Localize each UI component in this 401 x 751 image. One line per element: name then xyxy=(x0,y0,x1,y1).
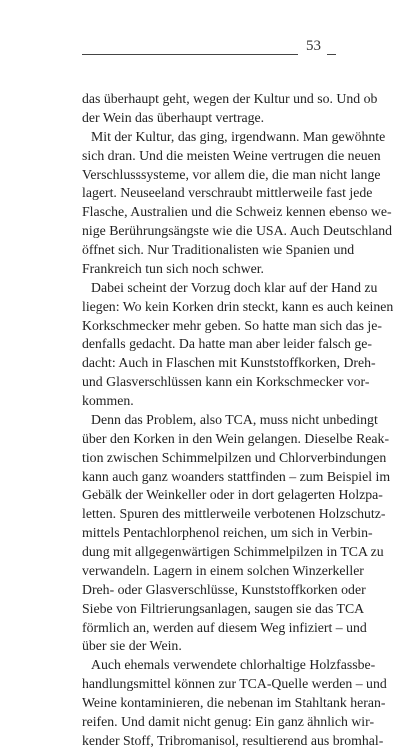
text-line: mittels Pentachlorphenol reichen, um sich in Verbin- xyxy=(82,525,373,541)
text-line: kender Stoff, Tribromanisol, resultierend aus bromhal- xyxy=(82,732,384,748)
text-line: Siebe von Filtrierungsanlagen, saugen sie das TCA xyxy=(82,600,365,616)
text-line: verwandeln. Lagern in einem solchen Winzerkeller xyxy=(82,562,364,578)
text-line: Verschlusssysteme, vor allem die, die man nicht lange xyxy=(82,166,381,182)
header-rule-right xyxy=(327,54,336,55)
text-line: der Wein das überhaupt vertrage. xyxy=(82,109,265,125)
text-line: Mit der Kultur, das ging, irgendwann. Man gewöhnte xyxy=(91,128,386,144)
text-line: lagert. Neuseeland verschraubt mittlerweile fast jede xyxy=(82,185,373,201)
text-line: kommen. xyxy=(82,393,134,408)
text-line: über sie der Wein. xyxy=(82,638,182,654)
text-line: förmlich an, werden auf diesem Weg infiziert – und xyxy=(82,619,367,635)
text-line: denfalls gedacht. Da hatte man aber leider falsch ge- xyxy=(82,336,372,352)
text-line: das überhaupt geht, wegen der Kultur und so. Und ob xyxy=(82,91,378,106)
text-line: Weine kontaminieren, die nebenan im Stahltank heran- xyxy=(82,695,386,710)
text-line: Korkschmecker mehr geben. So hatte man sich das je- xyxy=(82,317,382,333)
text-line: öffnet sich. Nur Traditionalisten wie Spanien und xyxy=(82,242,355,257)
text-line: Dabei scheint der Vorzug doch klar auf der Hand zu xyxy=(91,279,378,295)
text-line: Flasche, Australien und die Schweiz kennen ebenso we- xyxy=(82,204,392,220)
header-rule-left xyxy=(82,54,298,55)
text-line: handlungsmittel können zur TCA-Quelle werden – und xyxy=(82,676,387,692)
page-number: 53 xyxy=(306,38,321,54)
body-text xyxy=(82,90,394,751)
text-line: Denn das Problem, also TCA, muss nicht unbedingt xyxy=(91,411,378,427)
text-line: über den Korken in den Wein gelangen. Dieselbe Reak- xyxy=(82,430,390,446)
text-line: und Glasverschlüssen kann ein Korkschmecker vor- xyxy=(82,374,370,390)
text-line: reifen. Und damit nicht genug: Ein ganz ähnlich wir- xyxy=(82,713,375,729)
text-line: kann auch ganz woanders stattfinden – zum Beispiel im xyxy=(82,468,391,484)
text-line: liegen: Wo kein Korken drin steckt, kann es auch keinen xyxy=(82,298,394,314)
text-line: nige Berührungsängste wie die USA. Auch Deutschland xyxy=(82,223,392,239)
text-line: Gebälk der Weinkeller oder in dort gelagerten Holzpa- xyxy=(82,487,383,503)
text-line: letten. Spuren des mittlerweile verbotenen Holzschutz- xyxy=(82,506,386,522)
text-line: Frankreich tun sich noch schwer. xyxy=(82,260,264,276)
text-line: dung mit allgegenwärtigen Schimmelpilzen in TCA zu xyxy=(82,544,384,559)
text-line: Dreh- oder Glasverschlüsse, Kunststoffkorken oder xyxy=(82,581,366,597)
text-line: sich dran. Und die meisten Weine vertrugen die neuen xyxy=(82,147,381,163)
text-line: Auch ehemals verwendete chlorhaltige Holzfassbe- xyxy=(91,657,376,673)
text-line: dacht: Auch in Flaschen mit Kunststoffkorken, Dreh- xyxy=(82,355,376,371)
text-line: tion zwischen Schimmelpilzen und Chlorverbindungen xyxy=(82,449,387,465)
